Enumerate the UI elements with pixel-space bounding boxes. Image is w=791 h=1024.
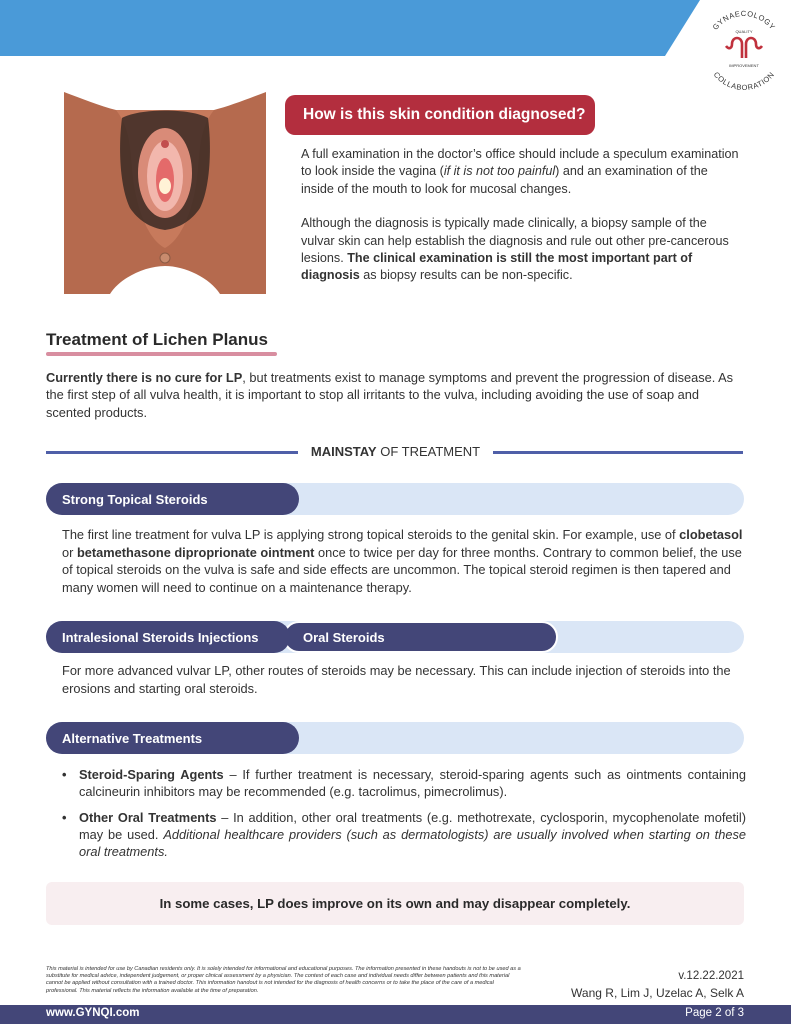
intralesional-steroids-label: Intralesional Steroids Injections xyxy=(46,621,290,653)
uterus-icon xyxy=(726,38,762,58)
footer-bar xyxy=(0,1005,791,1024)
list-item: • Other Oral Treatments – In addition, other oral treatments (e.g. methotrexate, cyclosporin, mycophenolate mofetil) may be used. Additional healthcare providers (such as dermatologists) are usually involved when starting on these oral treatments. xyxy=(62,809,746,861)
top-banner xyxy=(0,0,700,56)
steroids-text: The first line treatment for vulva LP is applying strong topical steroids to the genital skin. For example, use of clobetasol or betamethasone diproprionate ointment once to twice per day for three months. Contrary to common belief, the use of topical steroids on the vulva is safe and side effects are uncommon. The topical steroid regimen is then tapered and many women will need to continue on a maintenance therapy. xyxy=(62,527,743,595)
callout-box: In some cases, LP does improve on its own and may disappear completely. xyxy=(46,882,744,925)
disclaimer: This material is intended for use by Canadian residents only. It is solely intended for informational and educational purposes. The information presented in these handouts is not to be used as a substitute for medical advice, independent judgement, or proper clinical assessment by a physician. The context of each case and individual needs differ between patients and this material cannot be applied without consultation with a trained doctor. This information handout is not intended for the diagnosis of health concerns or to take the place of the care of a medical professional. This material reflects the information available at the time of preparation. xyxy=(46,966,521,994)
mainstay-divider-right xyxy=(493,451,743,454)
diagnosis-paragraph-2: Although the diagnosis is typically made clinically, a biopsy sample of the vulvar skin can help establish the diagnosis and rule out other pre-cancerous lesions. The clinical examination is still the most important part of diagnosis as biopsy results can be non-specific. xyxy=(301,216,729,283)
vulva-illustration xyxy=(60,88,270,298)
alternatives-label: Alternative Treatments xyxy=(46,722,299,754)
logo-top-text: GYNAECOLOGY xyxy=(710,8,778,32)
treatment-title: Treatment of Lichen Planus xyxy=(46,330,268,349)
treatment-title-underline xyxy=(46,352,277,356)
mainstay-label: MAINSTAY OF TREATMENT xyxy=(310,444,481,459)
version-number: v.12.22.2021 xyxy=(678,970,744,982)
logo-bottom-text: COLLABORATION xyxy=(711,69,777,93)
diagnosis-paragraph-1: A full examination in the doctor’s office should include a speculum examination to look inside the vagina (if it is not too painful) and an examination of the inside of the mouth to look for mucosal changes. xyxy=(301,147,739,196)
alternatives-list xyxy=(62,766,746,868)
oral-steroids-label: Oral Steroids xyxy=(283,621,558,653)
list-item: • Steroid-Sparing Agents – If further treatment is necessary, steroid-sparing agents such as ointments containing calcineurin inhibitors may be recommended (e.g. tacrolimus, pimecrolimus). xyxy=(62,766,746,801)
steroids-label: Strong Topical Steroids xyxy=(46,483,299,515)
logo-improvement: IMPROVEMENT xyxy=(729,63,759,68)
website-link[interactable]: www.GYNQI.com xyxy=(46,1007,140,1019)
logo-quality: QUALITY xyxy=(735,29,753,34)
other-steroids-text: For more advanced vulvar LP, other routes of steroids may be necessary. This can include injection of steroids into the erosions and starting oral steroids. xyxy=(62,663,731,696)
diagnosis-text xyxy=(301,146,741,302)
authors: Wang R, Lim J, Uzelac A, Selk A xyxy=(571,986,744,1000)
diagnosis-heading: How is this skin condition diagnosed? xyxy=(285,95,595,135)
mainstay-divider-left xyxy=(46,451,298,454)
treatment-intro: Currently there is no cure for LP, but treatments exist to manage symptoms and prevent the progression of disease. As the first step of all vulva health, it is important to stop all irritants to the vulva, including avoiding the use of soap and scented products. xyxy=(46,370,734,420)
page-number: Page 2 of 3 xyxy=(685,1007,744,1019)
gynqi-logo xyxy=(696,0,791,100)
